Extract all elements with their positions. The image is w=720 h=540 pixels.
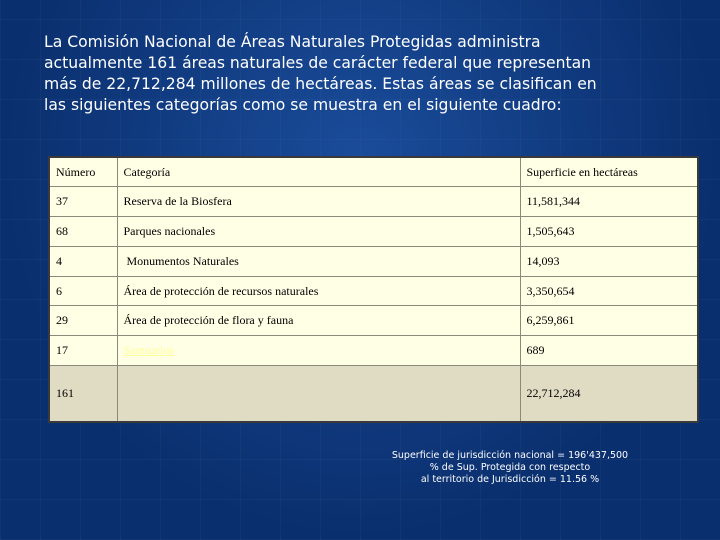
table-row	[49, 276, 698, 306]
table-row	[49, 187, 698, 217]
intro-line: La Comisión Nacional de Áreas Naturales Protegidas administra	[44, 33, 541, 51]
cell-category: Reserva de la Biosfera	[117, 187, 520, 217]
footnote-line: Superficie de jurisdicción nacional = 196'437,500	[391, 450, 629, 461]
cell-category	[117, 336, 520, 366]
cell-category: Área de protección de recursos naturales	[117, 276, 520, 306]
cell-number: 6	[49, 276, 117, 306]
santuarios-link[interactable]: Santuarios	[123, 343, 175, 358]
total-category	[117, 366, 520, 423]
cell-number: 29	[49, 306, 117, 336]
cell-area: 1,505,643	[520, 217, 698, 247]
intro-paragraph	[44, 32, 684, 116]
total-number: 161	[49, 366, 117, 423]
cell-area: 689	[520, 336, 698, 366]
table-row	[49, 217, 698, 247]
cell-number: 37	[49, 187, 117, 217]
cell-category: Monumentos Naturales	[117, 246, 520, 276]
intro-line: actualmente 161 áreas naturales de carácter federal que representan	[44, 54, 592, 72]
cell-number: 68	[49, 217, 117, 247]
table-total-row	[49, 366, 698, 423]
table-row	[49, 246, 698, 276]
footnote	[350, 450, 670, 486]
footnote-line: al territorio de Jurisdicción = 11.56 %	[420, 474, 600, 485]
cell-category: Área de protección de flora y fauna	[117, 306, 520, 336]
cell-area: 11,581,344	[520, 187, 698, 217]
table-row	[49, 336, 698, 366]
protected-areas-table	[48, 156, 699, 423]
cell-number: 17	[49, 336, 117, 366]
cell-number: 4	[49, 246, 117, 276]
cell-area: 14,093	[520, 246, 698, 276]
table-header-row	[49, 157, 698, 187]
header-cell-category: Categoría	[117, 157, 520, 187]
intro-line: más de 22,712,284 millones de hectáreas. Estas áreas se clasifican en	[44, 75, 597, 93]
table-row	[49, 306, 698, 336]
cell-area: 6,259,861	[520, 306, 698, 336]
header-cell-number: Número	[49, 157, 117, 187]
cell-category: Parques nacionales	[117, 217, 520, 247]
footnote-line: % de Sup. Protegida con respecto	[429, 462, 591, 473]
cell-area: 3,350,654	[520, 276, 698, 306]
intro-line: las siguientes categorías como se muestra en el siguiente cuadro:	[44, 96, 562, 114]
total-area: 22,712,284	[520, 366, 698, 423]
header-cell-area: Superficie en hectáreas	[520, 157, 698, 187]
